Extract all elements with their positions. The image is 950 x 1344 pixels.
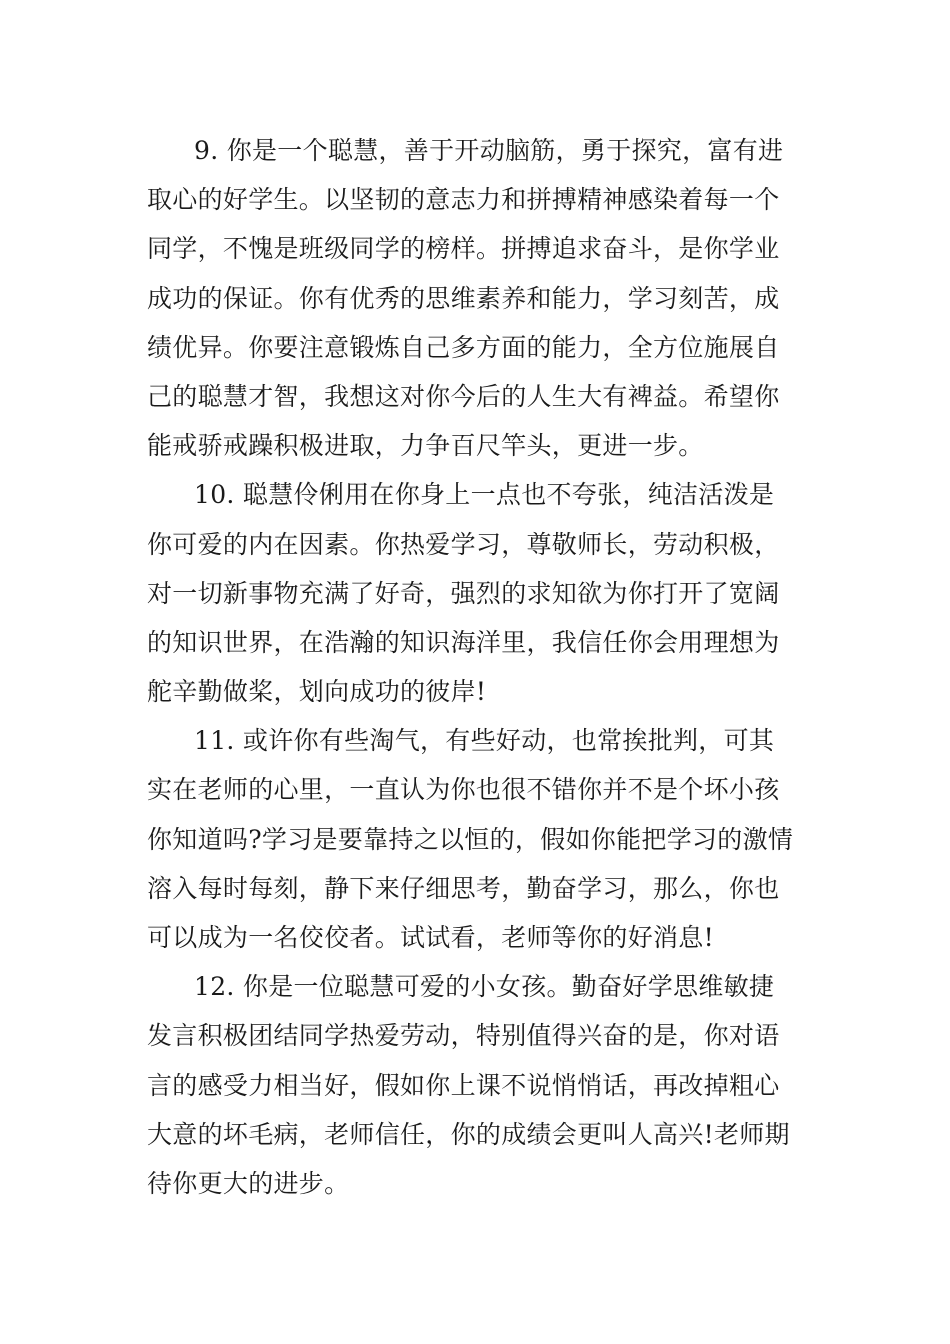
text-line: 的知识世界，在浩瀚的知识海洋里，我信任你会用理想为 [147, 627, 780, 657]
text-line: 取心的好学生。以坚韧的意志力和拼搏精神感染着每一个 [147, 185, 780, 215]
text-line: 对一切新事物充满了好奇，强烈的求知欲为你打开了宽阔 [147, 578, 780, 608]
paragraph-10 [147, 470, 807, 716]
text-line: 实在老师的心里，一直认为你也很不错你并不是个坏小孩 [147, 775, 780, 805]
paragraph-12 [147, 962, 807, 1208]
document-body [147, 126, 807, 1208]
paragraph-9 [147, 126, 807, 470]
text-line: 己的聪慧才智，我想这对你今后的人生大有裨益。希望你 [147, 381, 780, 411]
text-line: 绩优异。你要注意锻炼自己多方面的能力，全方位施展自 [147, 332, 780, 362]
text-line: 待你更大的进步。 [147, 1168, 350, 1198]
text-line: 成功的保证。你有优秀的思维素养和能力，学习刻苦，成 [147, 283, 780, 313]
text-line: 大意的坏毛病，老师信任，你的成绩会更叫人高兴!老师期 [147, 1119, 790, 1149]
text-line: 同学，不愧是班级同学的榜样。拼搏追求奋斗，是你学业 [147, 234, 780, 264]
text-line: 溶入每时每刻，静下来仔细思考，勤奋学习，那么，你也 [147, 873, 780, 903]
text-line: 能戒骄戒躁积极进取，力争百尺竿头，更进一步。 [147, 431, 704, 461]
text-line: 舵辛勤做桨，划向成功的彼岸! [147, 677, 487, 707]
text-line: 12. 你是一位聪慧可爱的小女孩。勤奋好学思维敏捷 [194, 972, 775, 1002]
text-line: 发言积极团结同学热爱劳动，特别值得兴奋的是，你对语 [147, 1021, 780, 1051]
text-line: 10. 聪慧伶俐用在你身上一点也不夸张，纯洁活泼是 [194, 480, 775, 510]
text-line: 11. 或许你有些淘气，有些好动，也常挨批判，可其 [194, 726, 775, 756]
paragraph-11 [147, 716, 807, 962]
text-line: 9. 你是一个聪慧，善于开动脑筋，勇于探究，富有进 [194, 136, 784, 165]
text-line: 你可爱的内在因素。你热爱学习，尊敬师长，劳动积极， [147, 529, 780, 559]
text-line: 言的感受力相当好，假如你上课不说悄悄话，再改掉粗心 [147, 1070, 780, 1100]
text-line: 可以成为一名佼佼者。试试看，老师等你的好消息! [147, 923, 714, 952]
text-line: 你知道吗?学习是要靠持之以恒的，假如你能把学习的激情 [147, 824, 794, 854]
